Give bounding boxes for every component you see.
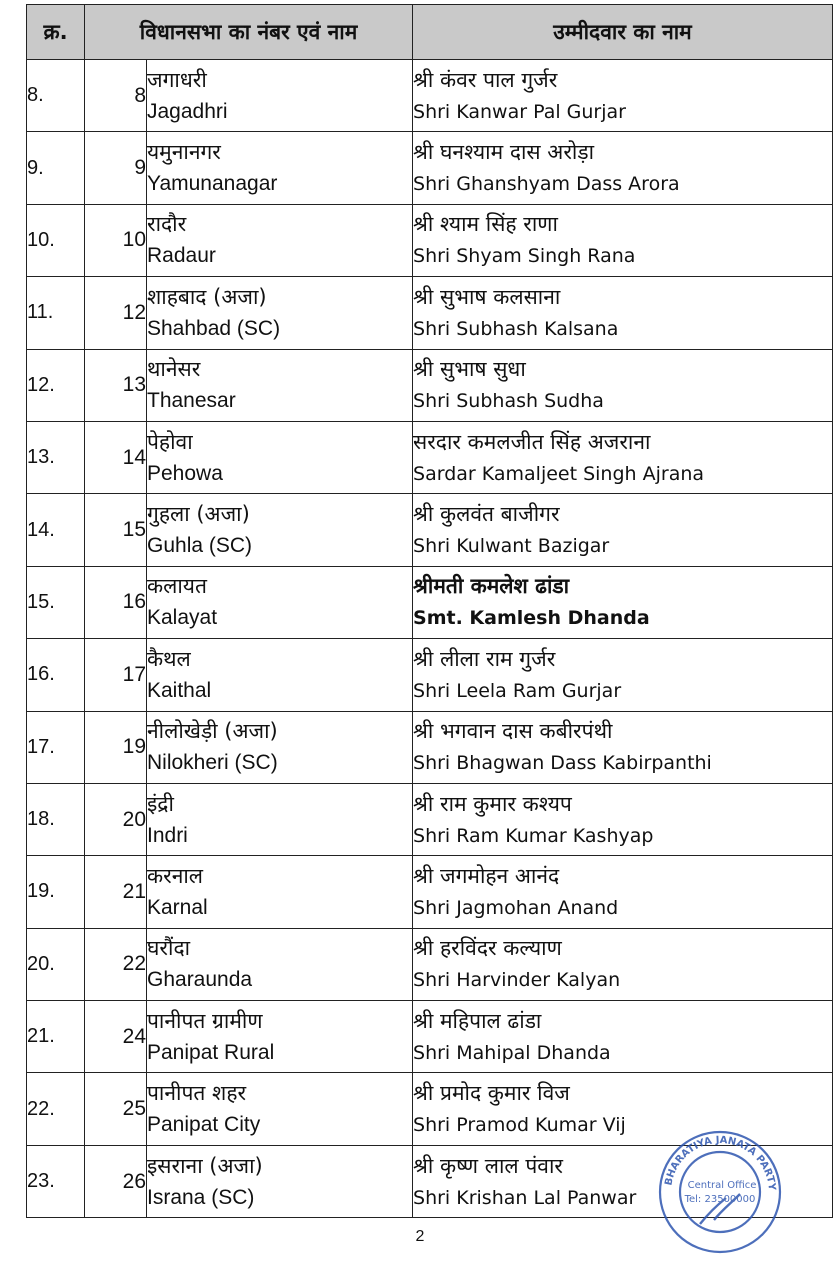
constituency-name-hindi: यमुनानगर xyxy=(147,140,221,165)
constituency-name-hindi: पेहोवा xyxy=(147,429,193,454)
candidate-name xyxy=(413,1001,833,1073)
constituency-name xyxy=(147,639,413,711)
constituency-name-english: Panipat City xyxy=(147,1113,261,1137)
candidate-name-english: Shri Ram Kumar Kashyap xyxy=(413,824,654,847)
table-row xyxy=(27,566,833,638)
table-row xyxy=(27,1001,833,1073)
constituency-number: 14 xyxy=(85,421,147,493)
candidate-name xyxy=(413,421,833,493)
table-row xyxy=(27,204,833,276)
constituency-number: 22 xyxy=(85,928,147,1000)
candidate-name xyxy=(413,494,833,566)
constituency-name xyxy=(147,494,413,566)
constituency-name xyxy=(147,856,413,928)
constituency-name-hindi: करनाल xyxy=(147,863,204,888)
candidate-name xyxy=(413,639,833,711)
constituency-name xyxy=(147,783,413,855)
candidate-name-hindi: श्री राम कुमार कश्यप xyxy=(413,791,572,816)
candidate-name xyxy=(413,132,833,204)
stamp-center-line-2: Tel: 23500000 xyxy=(684,1194,756,1205)
candidate-name xyxy=(413,204,833,276)
table-row xyxy=(27,494,833,566)
party-seal-stamp xyxy=(656,1128,784,1256)
constituency-number: 20 xyxy=(85,783,147,855)
candidate-name-hindi: श्री लीला राम गुर्जर xyxy=(413,646,556,671)
candidate-name xyxy=(413,856,833,928)
constituency-name-english: Radaur xyxy=(147,244,216,268)
table-row xyxy=(27,421,833,493)
constituency-name-hindi: नीलोखेड़ी (अजा) xyxy=(147,719,278,744)
constituency-name-english: Nilokheri (SC) xyxy=(147,751,278,775)
serial-number: 20. xyxy=(27,928,85,1000)
candidate-name-hindi: श्री जगमोहन आनंद xyxy=(413,863,560,888)
candidate-name-english: Shri Bhagwan Dass Kabirpanthi xyxy=(413,752,712,775)
candidate-name-english: Shri Kanwar Pal Gurjar xyxy=(413,100,626,123)
constituency-name xyxy=(147,277,413,349)
constituency-number: 25 xyxy=(85,1073,147,1145)
constituency-number: 9 xyxy=(85,132,147,204)
constituency-number: 24 xyxy=(85,1001,147,1073)
constituency-name-english: Yamunanagar xyxy=(147,172,278,196)
candidate-name xyxy=(413,711,833,783)
candidate-name xyxy=(413,566,833,638)
constituency-name-english: Shahbad (SC) xyxy=(147,316,281,340)
header-serial: क्र. xyxy=(27,5,85,60)
candidate-name-hindi: श्रीमती कमलेश ढांडा xyxy=(413,574,570,599)
constituency-name xyxy=(147,711,413,783)
candidate-name xyxy=(413,783,833,855)
candidate-name-hindi: श्री सुभाष कलसाना xyxy=(413,284,561,309)
serial-number: 9. xyxy=(27,132,85,204)
constituency-name-hindi: कलायत xyxy=(147,574,207,599)
header-candidate: उम्मीदवार का नाम xyxy=(413,5,833,60)
candidate-name-english: Sardar Kamaljeet Singh Ajrana xyxy=(413,462,705,485)
constituency-name-english: Jagadhri xyxy=(147,99,228,123)
constituency-name xyxy=(147,60,413,132)
candidate-name-english: Shri Ghanshyam Dass Arora xyxy=(413,173,680,196)
table-row xyxy=(27,277,833,349)
candidate-name-hindi: सरदार कमलजीत सिंह अजराना xyxy=(413,429,651,454)
candidate-name-hindi: श्री कुलवंत बाजीगर xyxy=(413,502,560,527)
constituency-name-hindi: इंद्री xyxy=(147,791,174,816)
constituency-name-english: Kalayat xyxy=(147,606,218,630)
serial-number: 21. xyxy=(27,1001,85,1073)
serial-number: 22. xyxy=(27,1073,85,1145)
constituency-name-english: Kaithal xyxy=(147,678,212,702)
constituency-number: 8 xyxy=(85,60,147,132)
table-row xyxy=(27,60,833,132)
constituency-number: 13 xyxy=(85,349,147,421)
candidate-name-hindi: श्री घनश्याम दास अरोड़ा xyxy=(413,140,595,165)
constituency-name-english: Karnal xyxy=(147,895,208,919)
serial-number: 12. xyxy=(27,349,85,421)
candidate-name-hindi: श्री महिपाल ढांडा xyxy=(413,1008,542,1033)
constituency-name-hindi: शाहबाद (अजा) xyxy=(147,284,267,309)
stamp-ring-text: BHARATIYA JANATA PARTY xyxy=(663,1134,778,1191)
constituency-name-hindi: घरौंदा xyxy=(147,936,191,961)
candidate-name-hindi: श्री कृष्ण लाल पंवार xyxy=(413,1153,563,1178)
candidate-name-hindi: श्री प्रमोद कुमार विज xyxy=(413,1081,570,1106)
candidate-name xyxy=(413,60,833,132)
candidate-name xyxy=(413,349,833,421)
constituency-name xyxy=(147,566,413,638)
candidate-name-english: Shri Kulwant Bazigar xyxy=(413,535,610,558)
table-row xyxy=(27,639,833,711)
constituency-name xyxy=(147,349,413,421)
serial-number: 8. xyxy=(27,60,85,132)
constituency-number: 15 xyxy=(85,494,147,566)
stamp-center-line-1: Central Office xyxy=(687,1180,757,1191)
table-row xyxy=(27,349,833,421)
constituency-number: 16 xyxy=(85,566,147,638)
constituency-number: 10 xyxy=(85,204,147,276)
constituency-name-hindi: कैथल xyxy=(147,646,191,671)
constituency-name xyxy=(147,1145,413,1217)
serial-number: 15. xyxy=(27,566,85,638)
table-header-row xyxy=(27,5,833,60)
constituency-name-hindi: जगाधरी xyxy=(147,67,207,92)
candidate-name-hindi: श्री कंवर पाल गुर्जर xyxy=(413,67,558,92)
candidate-name-english: Shri Mahipal Dhanda xyxy=(413,1041,611,1064)
candidate-table xyxy=(26,4,833,1218)
constituency-name-english: Gharaunda xyxy=(147,968,253,992)
page-number: 2 xyxy=(415,1228,425,1245)
constituency-name-english: Indri xyxy=(147,823,188,847)
candidate-name-hindi: श्री श्याम सिंह राणा xyxy=(413,212,558,237)
table-row xyxy=(27,132,833,204)
candidate-name-english: Shri Pramod Kumar Vij xyxy=(413,1114,626,1137)
constituency-name-english: Panipat Rural xyxy=(147,1040,275,1064)
candidate-name-hindi: श्री हरविंदर कल्याण xyxy=(413,936,562,961)
constituency-name xyxy=(147,1073,413,1145)
serial-number: 11. xyxy=(27,277,85,349)
constituency-name-english: Thanesar xyxy=(147,389,236,413)
constituency-number: 21 xyxy=(85,856,147,928)
table-row xyxy=(27,783,833,855)
constituency-name-hindi: गुहला (अजा) xyxy=(147,502,250,527)
constituency-name-hindi: पानीपत शहर xyxy=(147,1081,247,1106)
constituency-name-hindi: इसराना (अजा) xyxy=(147,1153,263,1178)
candidate-name-english: Shri Jagmohan Anand xyxy=(413,896,619,919)
table-row xyxy=(27,711,833,783)
constituency-number: 17 xyxy=(85,639,147,711)
candidate-name xyxy=(413,928,833,1000)
constituency-number: 12 xyxy=(85,277,147,349)
serial-number: 17. xyxy=(27,711,85,783)
serial-number: 13. xyxy=(27,421,85,493)
candidate-name-english: Shri Harvinder Kalyan xyxy=(413,969,621,992)
constituency-name-hindi: पानीपत ग्रामीण xyxy=(147,1008,263,1033)
candidate-name-hindi: श्री सुभाष सुधा xyxy=(413,357,526,382)
candidate-name-hindi: श्री भगवान दास कबीरपंथी xyxy=(413,719,613,744)
constituency-name-hindi: थानेसर xyxy=(147,357,201,382)
candidate-name xyxy=(413,277,833,349)
constituency-name-hindi: रादौर xyxy=(147,212,187,237)
constituency-name-english: Pehowa xyxy=(147,461,223,485)
candidate-name-english: Shri Subhash Kalsana xyxy=(413,317,619,340)
serial-number: 23. xyxy=(27,1145,85,1217)
constituency-name-english: Guhla (SC) xyxy=(147,534,253,558)
header-constituency: विधानसभा का नंबर एवं नाम xyxy=(85,5,413,60)
serial-number: 19. xyxy=(27,856,85,928)
constituency-name-english: Israna (SC) xyxy=(147,1185,255,1209)
candidate-name-english: Shri Leela Ram Gurjar xyxy=(413,679,622,702)
serial-number: 10. xyxy=(27,204,85,276)
constituency-name xyxy=(147,1001,413,1073)
constituency-name xyxy=(147,421,413,493)
candidate-name-english: Shri Krishan Lal Panwar xyxy=(413,1186,637,1209)
serial-number: 18. xyxy=(27,783,85,855)
constituency-name xyxy=(147,132,413,204)
candidate-name-english: Shri Subhash Sudha xyxy=(413,390,604,413)
constituency-name xyxy=(147,928,413,1000)
serial-number: 14. xyxy=(27,494,85,566)
constituency-number: 19 xyxy=(85,711,147,783)
candidate-name-english: Shri Shyam Singh Rana xyxy=(413,245,636,268)
constituency-number: 26 xyxy=(85,1145,147,1217)
constituency-name xyxy=(147,204,413,276)
candidate-name-english: Smt. Kamlesh Dhanda xyxy=(413,607,650,630)
table-row xyxy=(27,856,833,928)
serial-number: 16. xyxy=(27,639,85,711)
table-row xyxy=(27,928,833,1000)
